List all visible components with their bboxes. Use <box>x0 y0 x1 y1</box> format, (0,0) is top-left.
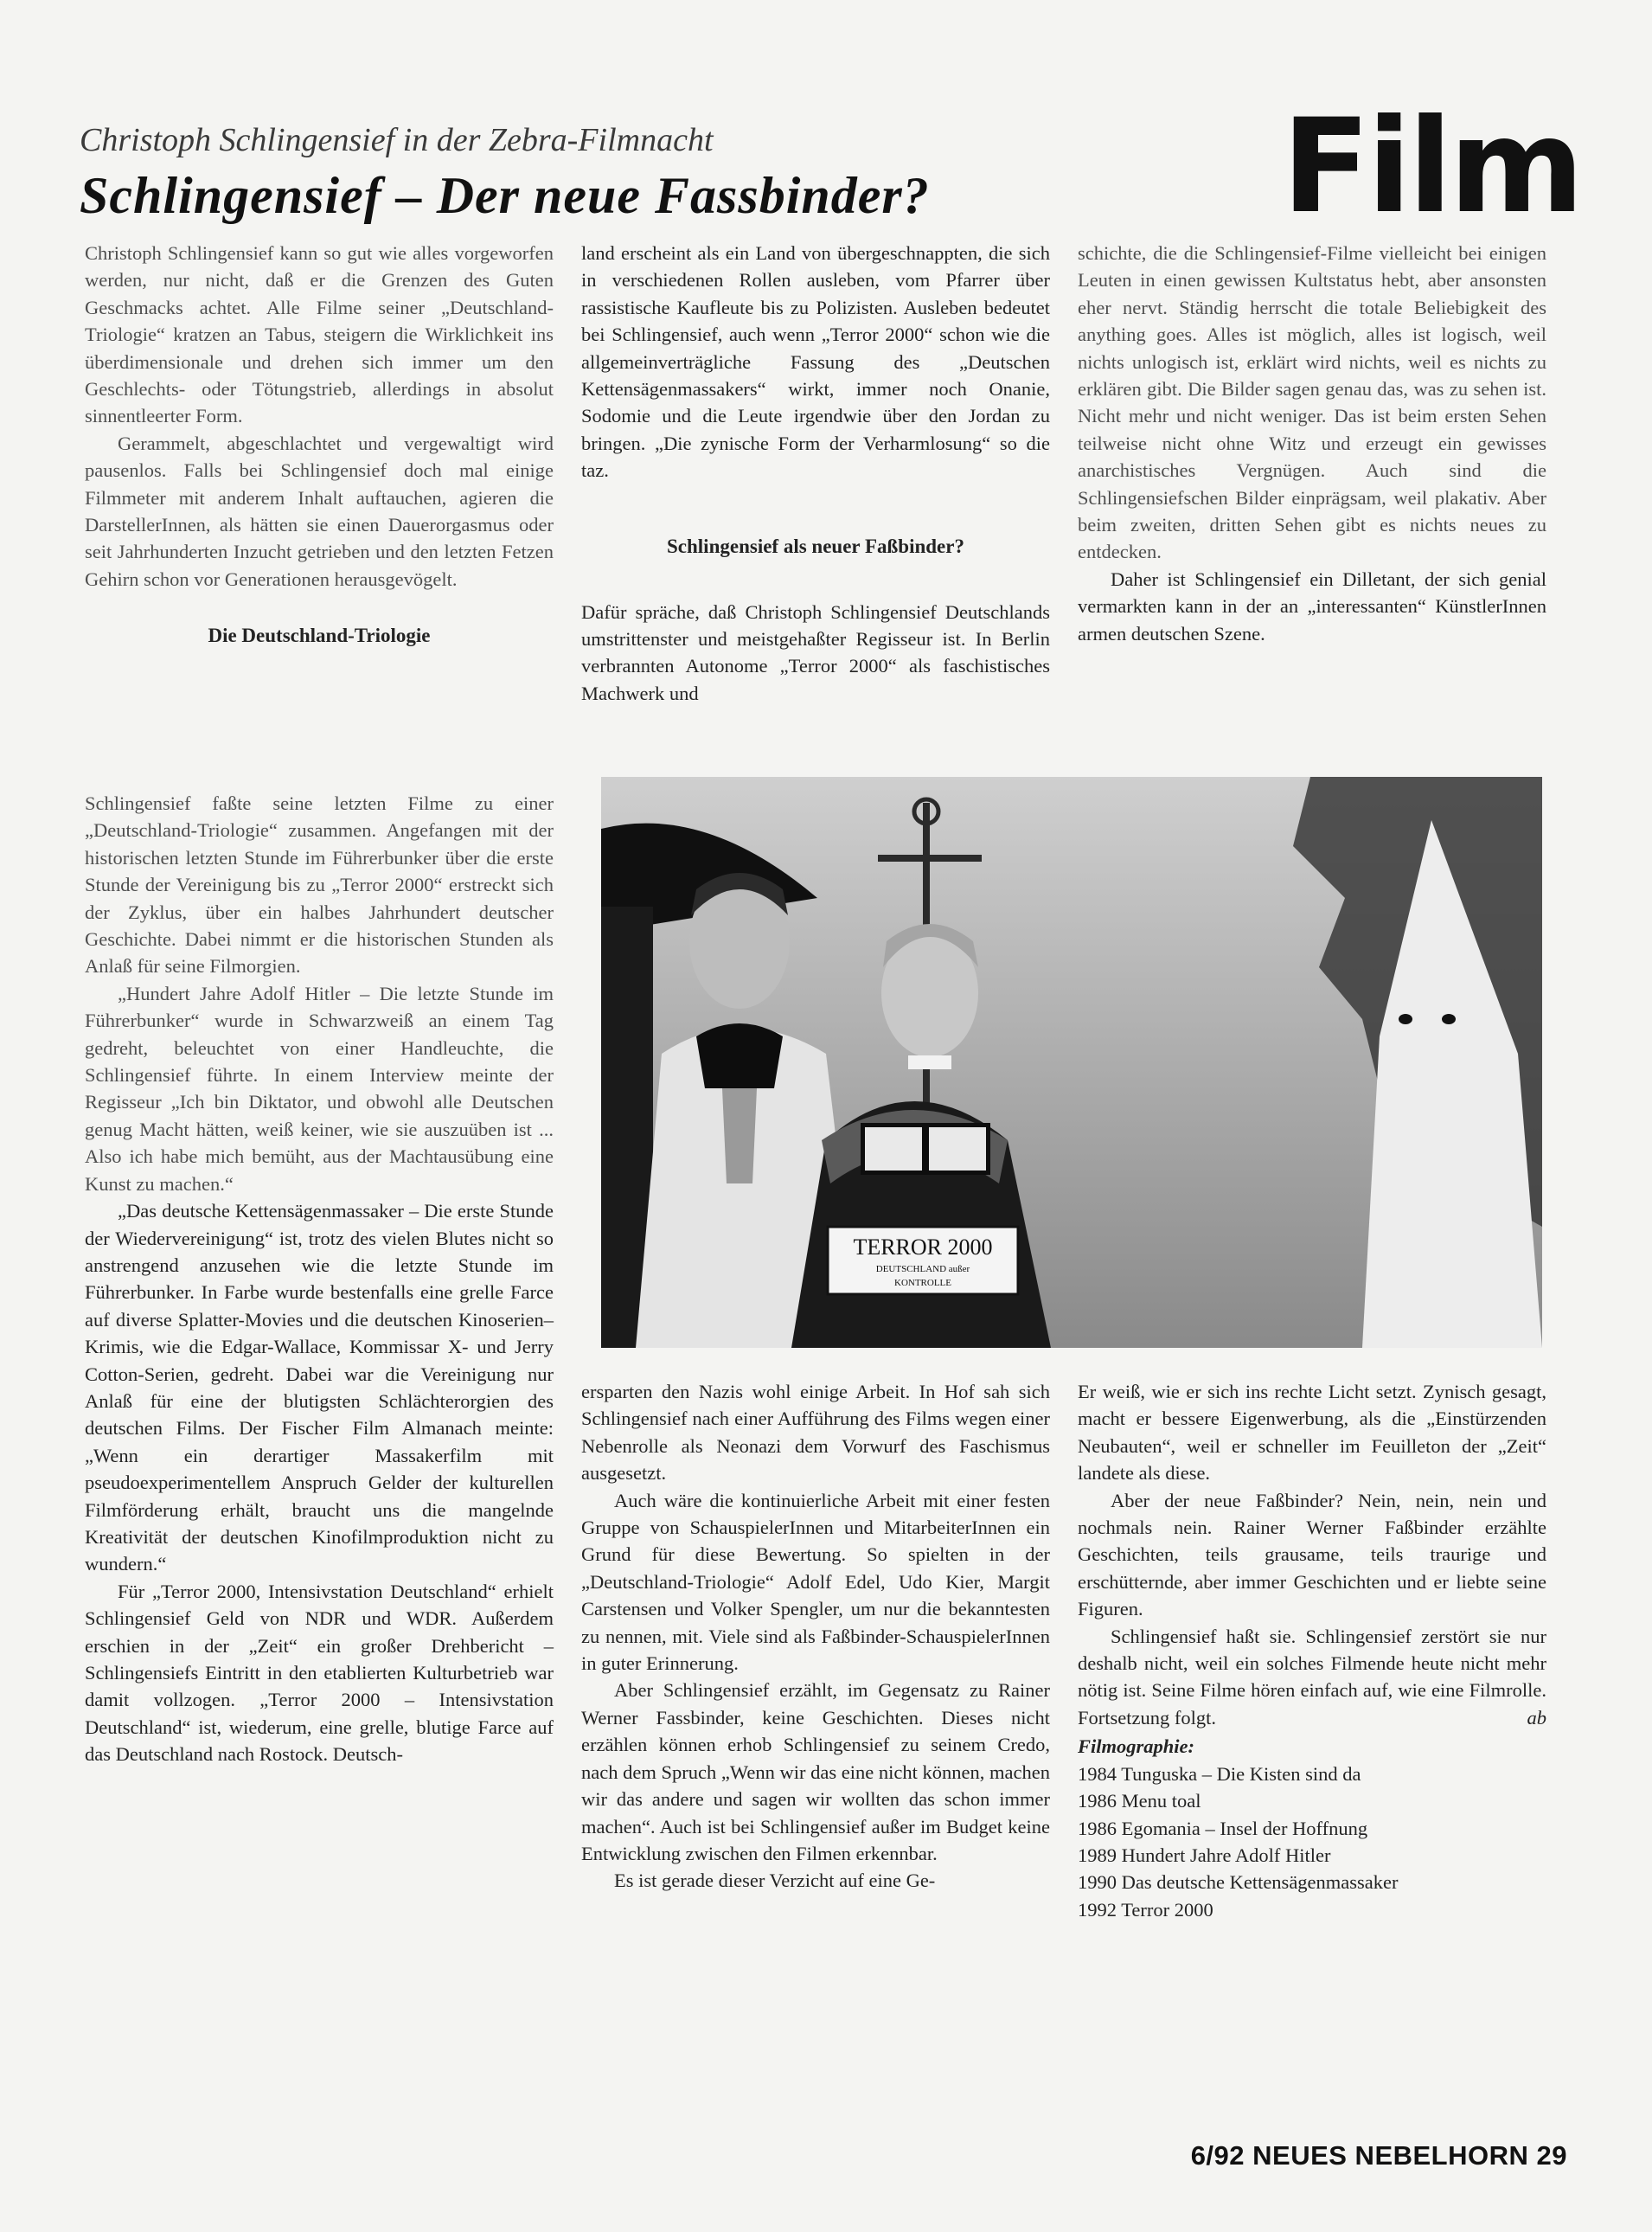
filmography-heading: Filmographie: <box>1078 1735 1195 1758</box>
column-3-bottom <box>1078 1378 1546 1923</box>
paragraph: ersparten den Nazis wohl einige Arbeit. In Hof sah sich Schlingensief nach einer Aufführung des Films wegen einer Nebenrolle als Neonazi dem Vorwurf des Faschismus ausgesetzt. <box>581 1381 1050 1485</box>
paragraph-text: Schlingensief haßt sie. Schlingensief zerstört sie nur deshalb nicht, weil ein solches Filmende heute nicht mehr nötig ist. Seine Filme hören einfach auf, wie eine Filmrolle. Fortsetzung folgt. <box>1078 1625 1546 1729</box>
paragraph: Er weiß, wie er sich ins rechte Licht setzt. Zynisch gesagt, macht er bessere Eigenwerbung, als die „Einstürzenden Neubauten“, weil er schneller im Feuilleton der „Zeit“ landete als diese. <box>1078 1381 1546 1485</box>
paragraph: Aber der neue Faßbinder? Nein, nein, nein und nochmals nein. Rainer Werner Faßbinder erzählte Geschichten, teils grausame, teils traurige und erschütternde, aber immer Geschichten und er liebte seine Figuren. <box>1078 1489 1546 1620</box>
paragraph: „Das deutsche Kettensägenmassaker – Die erste Stunde der Wiedervereinigung“ ist, trotz des vielen Blutes nicht so anstrengend anzusehen wie die letzte Stunde im Führerbunker. In Farbe wurde bestenfalls eine grelle Farce auf diverse Splatter-Movies und die deutschen Kinoserien–Krimis, wie die Edgar-Wallace, Kommissar X- und Jerry Cotton-Serien, gedreht. Dabei war die Vereinigung nur Anlaß für eine der blutigsten Schlächterorgien des deutschen Films. Der Fischer Film Almanach meinte: „Wenn ein derartiger Massakerfilm mit pseudoexperimentellem Anspruch Gelder der kulturellen Filmförderung erhält, braucht uns die mangelnde Kreativität der deutschen Kinofilmproduktion nicht zu wundern.“ <box>85 1200 554 1575</box>
paragraph: Aber Schlingensief erzählt, im Gegensatz zu Rainer Werner Fassbinder, keine Geschichten. Dieses nicht erzählen können erhob Schlingensief zu seinem Credo, nach dem Spruch „Wenn wir das eine nicht können, machen wir das andere und sagen wir wollten das schon immer machen“. Auch ist bei Schlingensief außer im Budget keine Entwicklung zwischen den Filmen erkennbar. <box>581 1679 1050 1864</box>
paragraph: Daher ist Schlingensief ein Dilletant, der sich genial vermarkten kann in der an „interessanten“ KünstlerInnen armen deutschen Szene. <box>1078 568 1546 645</box>
article-headline: Schlingensief – Der neue Fassbinder? <box>80 167 930 224</box>
filmography-item: 1992 Terror 2000 <box>1078 1898 1213 1921</box>
photo-illustration <box>601 777 1542 1348</box>
filmography-item: 1990 Das deutsche Kettensägenmassaker <box>1078 1871 1399 1894</box>
filmography-item: 1986 Menu toal <box>1078 1790 1201 1812</box>
paragraph: Dafür spräche, daß Christoph Schlingensief Deutschlands umstrittenster und meistgehaßter Regisseur ist. In Berlin verbrannten Autonome „Terror 2000“ als faschistisches Machwerk und <box>581 600 1050 704</box>
column-1-bottom <box>85 790 554 1768</box>
sign-title: TERROR 2000 <box>853 1235 993 1260</box>
sign-line-3: KONTROLLE <box>894 1278 951 1288</box>
paragraph: Es ist gerade dieser Verzicht auf eine Ge- <box>614 1870 936 1892</box>
paragraph: Auch wäre die kontinuierliche Arbeit mit einer festen Gruppe von SchauspielerInnen und MitarbeiterInnen ein Grund für diese Bewertung. So spielten in der „Deutschland-Triologie“ Adolf Edel, Udo Kier, Margit Carstensen und Volker Spengler, um nur die bekanntesten zu nennen, mit. Viele sind als Faßbinder-SchauspielerInnen in guter Erinnerung. <box>581 1489 1050 1675</box>
paragraph: land erscheint als ein Land von übergeschnappten, die sich in verschiedenen Rollen ausleben, vom Pfarrer über rassistische Kaufleute bis zu Polizisten. Ausleben bedeutet bei Schlingensief, auch wenn „Terror 2000“ schon wie die allgemeinverträgliche Fassung des „Deutschen Kettensägenmassakers“ wirkt, immer noch Onanie, Sodomie und die Leute irgendwie über den Jordan zu bringen. „Die zynische Form der Verharmlosung“ so die taz. <box>581 242 1050 482</box>
filmography-item: 1986 Egomania – Insel der Hoffnung <box>1078 1817 1368 1839</box>
film-still-photo <box>601 777 1542 1348</box>
section-heading: Die Deutschland-Triologie <box>208 625 431 647</box>
sign-line-2: DEUTSCHLAND außer <box>875 1264 970 1274</box>
filmography-item: 1989 Hundert Jahre Adolf Hitler <box>1078 1844 1331 1866</box>
filmography-item: 1984 Tunguska – Die Kisten sind da <box>1078 1762 1361 1785</box>
paragraph: Für „Terror 2000, Intensivstation Deutschland“ erhielt Schlingensief Geld von NDR und WDR. Außerdem erschien in der „Zeit“ ein großer Drehbericht – Schlingensiefs Eintritt in den etablierten Kulturbetrieb war damit vollzogen. „Terror 2000 – Intensivstation Deutschland“ ist, wiederum, eine grelle, blutige Farce auf das Deutschland nach Rostock. Deutsch- <box>85 1580 554 1766</box>
column-3-top <box>1078 240 1546 647</box>
paragraph: Christoph Schlingensief kann so gut wie alles vorgeworfen werden, nur nicht, daß er die Grenzen des Guten Geschmacks achtet. Alle Filme seiner „Deutschland-Triologie“ kratzen an Tabus, steigern die Wirklichkeit ins überdimensionale und drehen sich immer um den Geschlechts- oder Tötungstrieb, allerdings in absolut sinnentleerter Form. <box>85 242 554 427</box>
paragraph <box>1078 1623 1546 1732</box>
article-kicker: Christoph Schlingensief in der Zebra-Filmnacht <box>80 122 714 158</box>
section-heading: Schlingensief als neuer Faßbinder? <box>667 535 964 557</box>
paragraph: Gerammelt, abgeschlachtet und vergewaltigt wird pausenlos. Falls bei Schlingensief doch mal einige Filmmeter mit anderem Inhalt auftauchen, agieren die DarstellerInnen, als hätten sie einen Dauerorgasmus oder seit Jahrhunderten Inzucht getrieben und den letzten Fetzen Gehirn schon vor Generationen herausgevögelt. <box>85 432 554 590</box>
paragraph: Schlingensief faßte seine letzten Filme zu einer „Deutschland-Triologie“ zusammen. Angefangen mit der historischen letzten Stunde im Führerbunker über die erste Stunde der Vereinigung bis zu „Terror 2000“ erstreckt sich der Zyklus, über ein halbes Jahrhundert deutscher Geschichte. Dabei nimmt er die historischen Stunden als Anlaß für seine Filmorgien. <box>85 792 554 978</box>
section-label: Film <box>1282 92 1581 242</box>
page-footer: 6/92 NEUES NEBELHORN 29 <box>1190 2140 1567 2171</box>
author-initials: ab <box>1527 1706 1546 1729</box>
paragraph: „Hundert Jahre Adolf Hitler – Die letzte Stunde im Führerbunker“ wurde in Schwarzweiß an einem Tag gedreht, beleuchtet von einer Handleuchte, die Schlingensief führte. In einem Interview meinte der Regisseur „Ich bin Diktator, und obwohl alle Deutschen genug Macht hätten, weiß keiner, wie sie auszuüben ist ... Also ich habe mich bemüht, aus der Machtausübung eine Kunst zu machen.“ <box>85 982 554 1195</box>
paragraph: schichte, die die Schlingensief-Filme vielleicht bei einigen Leuten in einen gewissen Kultstatus hebt, aber ansonsten eher nervt. Ständig herrscht die totale Beliebigkeit des anything goes. Alles ist möglich, alles ist logisch, weil nichts unlogisch ist, erklärt wird nichts, weil es nichts zu erklären gibt. Die Bilder sagen genau das, was zu sehen ist. Nicht mehr und nicht weniger. Das ist beim ersten Sehen teilweise nicht ohne Witz und erzeugt ein gewisses anarchistisches Vergnügen. Auch sind die Schlingensiefschen Bilder einprägsam, weil plakativ. Aber beim zweiten, dritten Sehen gibt es nichts neues zu entdecken. <box>1078 242 1546 563</box>
column-2-bottom <box>581 1378 1050 1895</box>
column-2-top <box>581 240 1050 707</box>
column-1-top <box>85 240 554 683</box>
